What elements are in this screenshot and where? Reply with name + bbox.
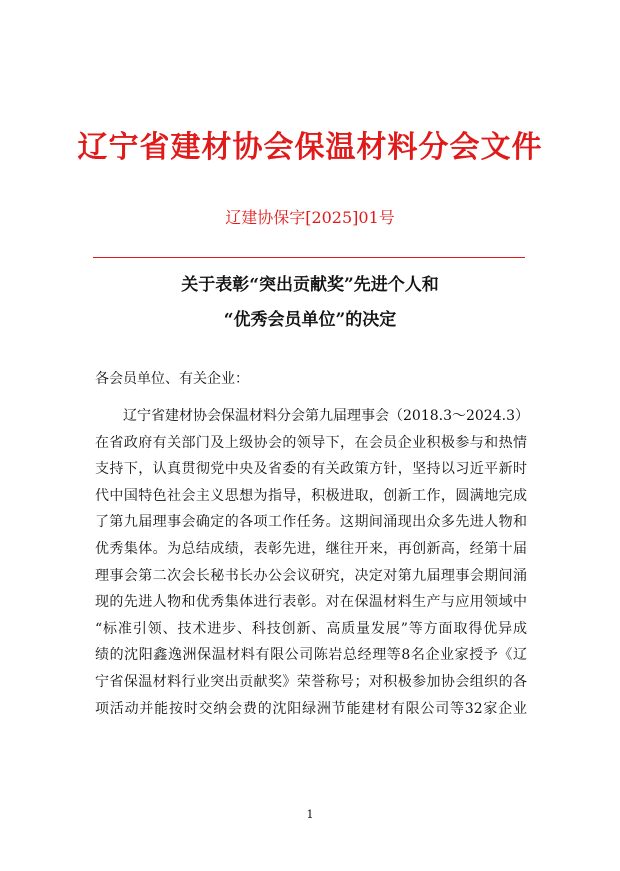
body-line: 绩的沈阳鑫逸洲保温材料有限公司陈岩总经理等8名企业家授予《辽: [95, 647, 527, 664]
body-line: 宁省保温材料行业突出贡献奖》荣誉称号；对积极参加协会组织的各: [95, 673, 527, 690]
body-line: 在省政府有关部门及上级协会的领导下，在会员企业积极参与和热情: [95, 434, 527, 451]
page-number: 1: [306, 808, 314, 821]
body-line: 支持下，认真贯彻党中央及省委的有关政策方针，坚持以习近平新时: [95, 461, 527, 478]
salutation: 各会员单位、有关企业：: [95, 371, 249, 387]
body-line: 项活动并能按时交纳会费的沈阳绿洲节能建材有限公司等32家企业: [95, 700, 527, 717]
body-paragraph: [95, 403, 527, 722]
document-title-line-2: “优秀会员单位”的决定: [223, 310, 397, 330]
body-line: 辽宁省建材协会保温材料分会第九届理事会（2018.3～2024.3）: [123, 408, 529, 424]
body-line: 优秀集体。为总结成绩，表彰先进，继往开来，再创新高，经第十届: [95, 540, 527, 557]
body-line: 了第九届理事会确定的各项工作任务。这期间涌现出众多先进人物和: [95, 514, 527, 531]
body-line: 现的先进人物和优秀集体进行表彰。对在保温材料生产与应用领域中: [95, 594, 527, 611]
organization-title: 辽宁省建材协会保温材料分会文件: [77, 130, 543, 165]
document-title-line-1: 关于表彰“突出贡献奖”先进个人和: [181, 275, 439, 295]
document-number: 辽建协保字[2025]01号: [225, 208, 395, 227]
red-divider-line: [93, 257, 525, 258]
body-line: 代中国特色社会主义思想为指导，积极进取，创新工作，圆满地完成: [95, 487, 527, 504]
body-line: “标准引领、技术进步、科技创新、高质量发展”等方面取得优异成: [95, 620, 527, 637]
body-line: 理事会第二次会长秘书长办公会议研究，决定对第九届理事会期间涌: [95, 567, 527, 584]
